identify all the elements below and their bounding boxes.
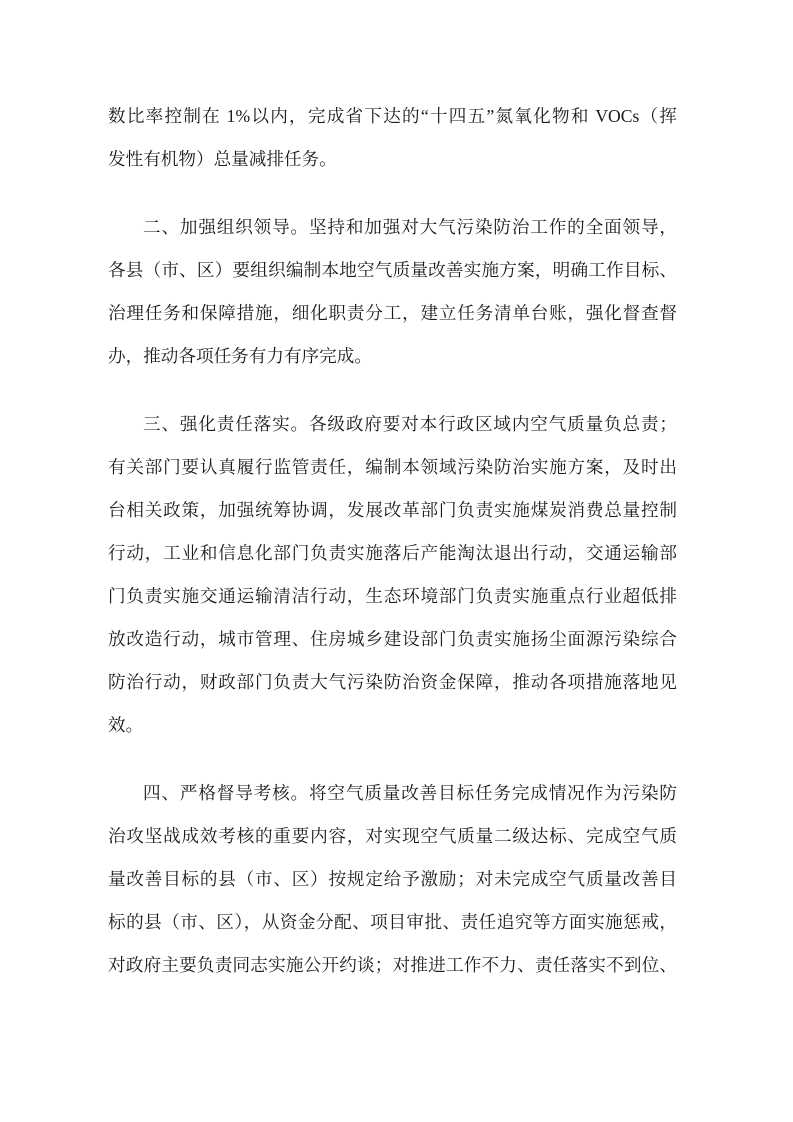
text-line: 行动，工业和信息化部门负责实施落后产能淘汰退出行动，交通运输部 — [108, 543, 677, 563]
text-line: 各县（市、区）要组织编制本地空气质量改善实施方案，明确工作目标、 — [108, 260, 677, 280]
paragraph-4 — [108, 772, 677, 987]
paragraph-2 — [108, 206, 677, 378]
text-line: 台相关政策，加强统筹协调，发展改革部门负责实施煤炭消费总量控制 — [108, 500, 677, 520]
text-line: 防治行动，财政部门负责大气污染防治资金保障，推动各项措施落地见 — [108, 672, 677, 692]
text-line: 发性有机物）总量减排任务。 — [108, 149, 337, 169]
text-line: 二、加强组织领导。坚持和加强对大气污染防治工作的全面领导， — [143, 217, 677, 237]
paragraph-1 — [108, 95, 677, 181]
text-line: 四、严格督导考核。将空气质量改善目标任务完成情况作为污染防 — [143, 783, 677, 803]
text-line: 三、强化责任落实。各级政府要对本行政区域内空气质量负总责； — [143, 414, 677, 434]
text-line: 放改造行动，城市管理、住房城乡建设部门负责实施扬尘面源污染综合 — [108, 629, 677, 649]
text-line: 门负责实施交通运输清洁行动，生态环境部门负责实施重点行业超低排 — [108, 586, 677, 606]
text-line: 效。 — [108, 715, 144, 735]
text-line: 办，推动各项任务有力有序完成。 — [108, 346, 372, 366]
text-line: 数比率控制在 1%以内，完成省下达的“十四五”氮氧化物和 VOCs（挥 — [108, 106, 677, 126]
text-line: 标的县（市、区），从资金分配、项目审批、责任追究等方面实施惩戒， — [108, 912, 677, 932]
text-line: 量改善目标的县（市、区）按规定给予激励；对未完成空气质量改善目 — [108, 869, 677, 889]
text-line: 治攻坚战成效考核的重要内容，对实现空气质量二级达标、完成空气质 — [108, 826, 677, 846]
paragraph-3 — [108, 403, 677, 747]
text-line: 有关部门要认真履行监管责任，编制本领域污染防治实施方案，及时出 — [108, 457, 677, 477]
text-line: 治理任务和保障措施，细化职责分工，建立任务清单台账，强化督查督 — [108, 303, 677, 323]
document-body — [108, 95, 677, 1012]
text-line: 对政府主要负责同志实施公开约谈；对推进工作不力、责任落实不到位、 — [108, 955, 677, 975]
